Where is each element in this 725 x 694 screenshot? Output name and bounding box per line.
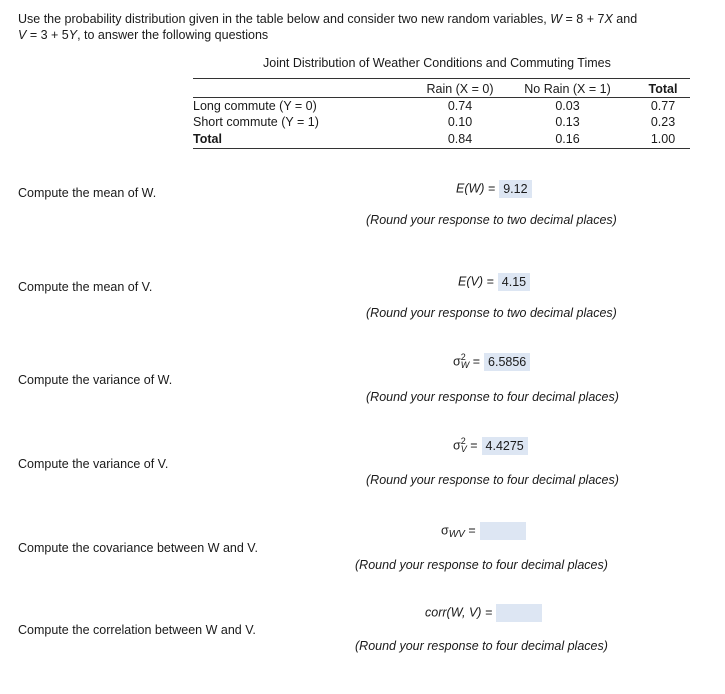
table-top-rule — [193, 78, 690, 79]
problem-intro: Use the probability distribution given in the table below and consider two new random variables, W = 8 + 7X and V = 3 + 5Y, to answer the following questions — [18, 12, 638, 42]
table-header-rain: Rain (X = 0) — [426, 82, 494, 96]
table-cell: 0.16 — [555, 132, 580, 146]
table-header-rule — [193, 97, 690, 98]
question-label: Compute the mean of W. — [18, 186, 157, 200]
table-cell: 0.10 — [447, 115, 473, 129]
table-cell: 0.03 — [555, 99, 580, 113]
question-label: Compute the variance of W. — [18, 373, 173, 387]
equation-correlation: corr(W, V) = — [425, 604, 542, 622]
rounding-note: (Round your response to two decimal places) — [366, 213, 617, 227]
table-header-total: Total — [648, 82, 678, 96]
table-row-label: Short commute (Y = 1) — [193, 115, 319, 129]
rounding-note: (Round your response to four decimal places) — [355, 639, 608, 653]
answer-input[interactable]: 4.15 — [498, 273, 530, 291]
table-row-label: Total — [193, 132, 222, 146]
equation-mean-w: E(W) = 9.12 — [456, 180, 532, 198]
question-label: Compute the variance of V. — [18, 457, 169, 471]
rounding-note: (Round your response to four decimal places) — [366, 390, 619, 404]
rounding-note: (Round your response to four decimal places) — [366, 473, 619, 487]
question-label: Compute the mean of V. — [18, 280, 153, 294]
table-cell: 0.13 — [555, 115, 580, 129]
equation-covariance: $\sigma_{WV}$ = — [441, 522, 526, 540]
question-label: Compute the correlation between W and V. — [18, 623, 256, 637]
table-cell: 1.00 — [650, 132, 676, 146]
rounding-note: (Round your response to four decimal places) — [355, 558, 608, 572]
equation-mean-v: E(V) = 4.15 — [458, 273, 530, 291]
table-header-no-rain: No Rain (X = 1) — [524, 82, 611, 96]
rounding-note: (Round your response to two decimal places) — [366, 306, 617, 320]
answer-input[interactable]: 9.12 — [499, 180, 531, 198]
table-bottom-rule — [193, 148, 690, 149]
table-title: Joint Distribution of Weather Conditions and Commuting Times — [263, 56, 611, 70]
answer-input[interactable] — [496, 604, 542, 622]
equation-variance-v: σ2 V = 4.4275 — [453, 437, 528, 455]
question-label: Compute the covariance between W and V. — [18, 541, 258, 555]
answer-input[interactable]: 6.5856 — [484, 353, 530, 371]
equation-variance-w: σ2 W = 6.5856 — [453, 353, 530, 371]
table-cell: 0.74 — [447, 99, 473, 113]
table-row-label: Long commute (Y = 0) — [193, 99, 317, 113]
table-cell: 0.77 — [650, 99, 676, 113]
table-cell: 0.23 — [650, 115, 676, 129]
table-cell: 0.84 — [447, 132, 473, 146]
answer-input[interactable]: 4.4275 — [482, 437, 528, 455]
answer-input[interactable] — [480, 522, 526, 540]
